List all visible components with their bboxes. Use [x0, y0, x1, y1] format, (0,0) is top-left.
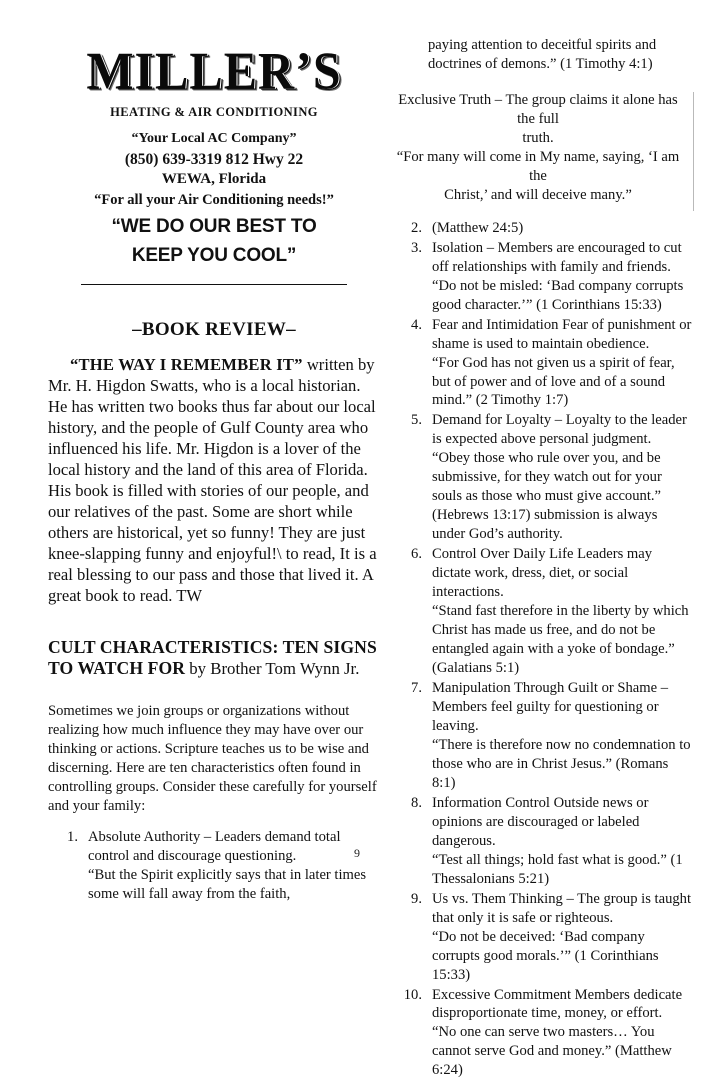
- exclusive-truth-block: [392, 90, 694, 207]
- list-item-number: 5.: [411, 412, 422, 429]
- advertiser-slogan-line-2: KEEP YOU COOL”: [131, 244, 297, 266]
- list-item: [392, 219, 694, 238]
- advertiser-logo: MILLER’S: [86, 40, 342, 101]
- list-item-number: 8.: [411, 794, 422, 811]
- list-item-main: Us vs. Them Thinking – The group is taught that only it is safe or righteous.: [432, 890, 692, 926]
- list-item-number: 3.: [411, 239, 422, 256]
- list-item-main: Demand for Loyalty – Loyalty to the leader is expected above personal judgment.: [432, 412, 687, 448]
- list-item-number: 10.: [403, 986, 422, 1003]
- advertiser-phone-address: (850) 639-3319 812 Hwy 22: [124, 151, 304, 169]
- exclusive-truth-line-2: truth.: [522, 129, 554, 146]
- cult-article-heading: [48, 637, 380, 680]
- list-item-main: Isolation – Members are encouraged to cut off relationships with family and friends.: [432, 239, 682, 275]
- list-item-verse: “Obey those who rule over you, and be submissive, for they watch out for your souls as those who must give account.” (Hebrews 13:17) submission is always under God’s authority.: [432, 450, 662, 543]
- advertiser-city-state: WEWA, Florida: [161, 171, 267, 188]
- list-item-number: 9.: [411, 890, 422, 907]
- list-item-number: 4.: [411, 316, 422, 333]
- book-review-body: [48, 355, 380, 607]
- list-item: [392, 545, 694, 678]
- list-item: [48, 828, 380, 904]
- list-item-verse: “But the Spirit explicitly says that in later times some will fall away from the faith,: [88, 866, 367, 902]
- list-item-main: (Matthew 24:5): [432, 219, 524, 236]
- cult-article-title: CULT CHARACTERISTICS: TEN SIGNS TO WATCH FOR: [48, 636, 377, 679]
- list-item: [392, 986, 694, 1081]
- list-item: [392, 411, 694, 544]
- book-review-text: written by Mr. H. Higdon Swatts, who is a local historian. He has written two books thus far about our local history, and the people of Gulf County area who influenced his life. Mr. Higdon is a lover of the local history and the land of this area of Florida. His book is filled with stories of our people, and our relatives of the past. Some are short while others are historical, yet so funny! They are just knee-slapping funny and enjoyful!\ to read, It is a real blessing to our pass and those that lived it. A great book to read. TW: [48, 355, 377, 605]
- list-item-main: Excessive Commitment Members dedicate disproportionate time, money, or effort.: [432, 986, 683, 1022]
- advertiser-subtitle: HEATING & AIR CONDITIONING: [110, 105, 318, 119]
- list-item: [392, 239, 694, 315]
- list-item-number: 1.: [67, 828, 78, 845]
- list-item-verse: “Do not be deceived: ‘Bad company corrupts good morals.’” (1 Corinthians 15:33): [432, 928, 659, 983]
- exclusive-truth-line-1: Exclusive Truth – The group claims it alone has the full: [398, 91, 678, 127]
- list-item-number: 2.: [411, 219, 422, 236]
- advertisement-block: [48, 40, 380, 285]
- cult-signs-list-left: [48, 828, 380, 904]
- left-column: [48, 40, 380, 905]
- list-item-main: Manipulation Through Guilt or Shame – Members feel guilty for questioning or leaving.: [432, 680, 669, 734]
- list-item: [392, 890, 694, 985]
- list-item-number: 6.: [411, 546, 422, 563]
- section-divider-rule: [81, 284, 347, 285]
- cult-article-byline: by Brother Tom Wynn Jr.: [185, 659, 360, 679]
- list-item: [392, 316, 694, 411]
- advertiser-tagline: “Your Local AC Company”: [131, 131, 297, 146]
- list-item-verse: “For God has not given us a spirit of fear, but of power and of love and of a sound mind.” (2 Timothy 1:7): [432, 354, 675, 409]
- page-number: 9: [354, 846, 360, 860]
- list-item-verse: “Do not be misled: ‘Bad company corrupts good character.’” (1 Corinthians 15:33): [432, 277, 684, 313]
- list-item-main: Fear and Intimidation Fear of punishment or shame is used to maintain obedience.: [432, 316, 692, 352]
- list-item-main: Absolute Authority – Leaders demand total control and discourage questioning.: [88, 828, 341, 864]
- list-item: [392, 679, 694, 793]
- list-item-verse: “No one can serve two masters… You cannot serve God and money.” (Matthew 6:24): [432, 1024, 672, 1079]
- list-item: [392, 794, 694, 889]
- cult-article-intro: Sometimes we join groups or organizations without realizing how much influence they may have over our thinking or actions. Scripture teaches us to be wise and discerning. Here are ten characteristics often found in controlling groups. Consider these carefully for yourself and your family:: [48, 702, 377, 814]
- book-review-heading: –BOOK REVIEW–: [132, 319, 296, 341]
- advertiser-slogan-line-1: “WE DO OUR BEST TO: [111, 215, 317, 237]
- exclusive-truth-line-4: Christ,’ and will deceive many.”: [444, 186, 632, 203]
- list-item-main: Information Control Outside news or opinions are discouraged or labeled dangerous.: [432, 794, 649, 849]
- list-item-main: Control Over Daily Life Leaders may dictate work, dress, diet, or social interactions.: [432, 546, 653, 601]
- exclusive-truth-line-3: “For many will come in My name, saying, ‘I am the: [396, 148, 680, 184]
- verse-continuation: paying attention to deceitful spirits and doctrines of demons.” (1 Timothy 4:1): [428, 37, 657, 72]
- right-column: [392, 36, 694, 1081]
- advertiser-needs-line: “For all your Air Conditioning needs!”: [94, 191, 334, 208]
- list-item-verse: “There is therefore now no condemnation to those who are in Christ Jesus.” (Romans 8:1): [432, 736, 691, 791]
- book-title: “THE WAY I REMEMBER IT”: [70, 355, 303, 375]
- list-item-verse: “Stand fast therefore in the liberty by which Christ has made us free, and do not be entangled again with a yoke of bondage.” (Galatians 5:1): [432, 603, 689, 677]
- cult-signs-list-right: [392, 219, 694, 1081]
- list-item-verse: “Test all things; hold fast what is good.” (1 Thessalonians 5:21): [432, 851, 683, 887]
- list-item-number: 7.: [411, 680, 422, 696]
